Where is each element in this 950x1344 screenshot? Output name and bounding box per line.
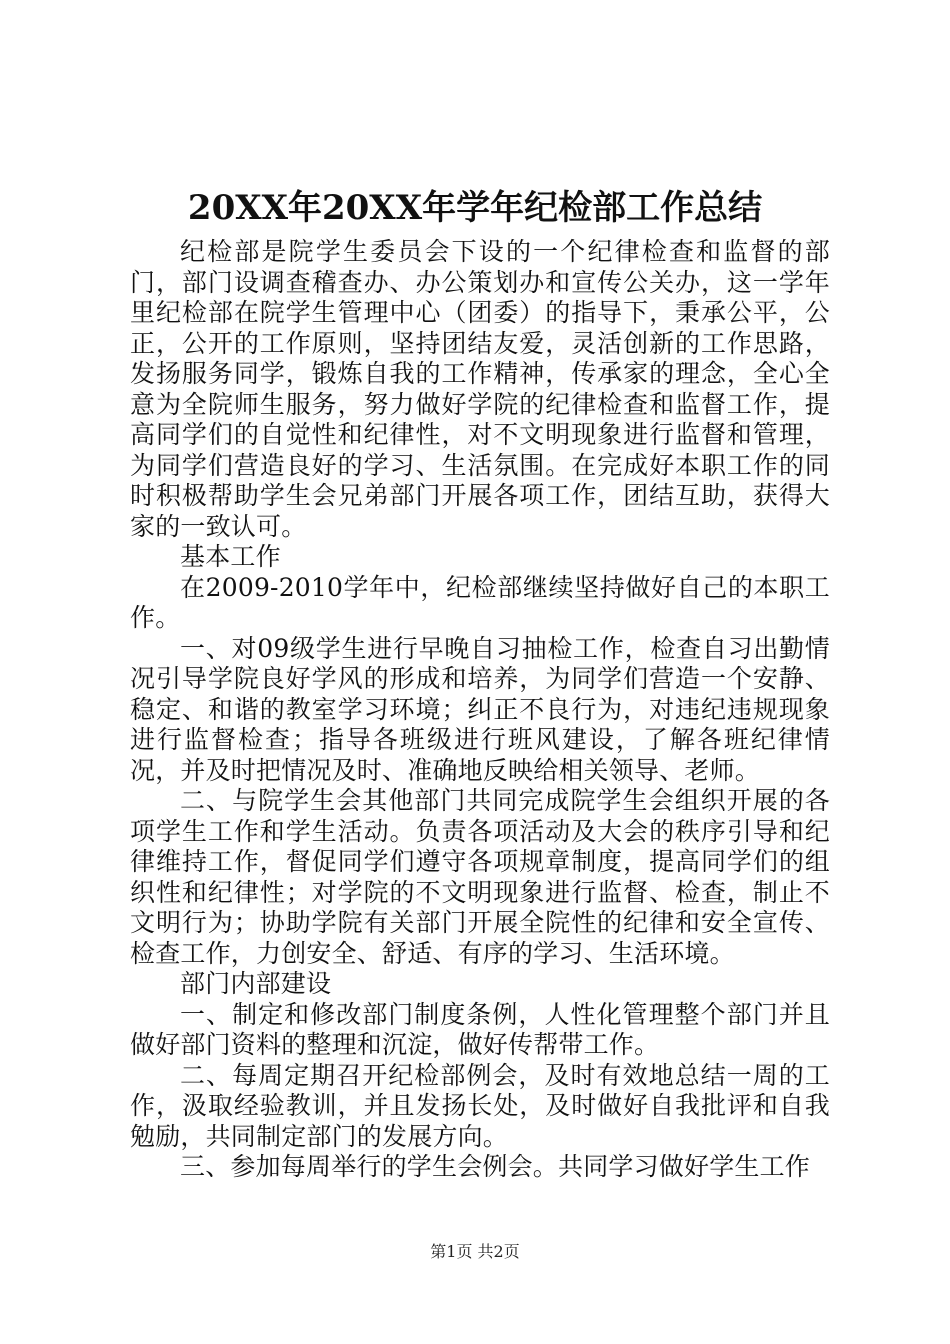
paragraph-basic-work-item-2: 二、与院学生会其他部门共同完成院学生会组织开展的各项学生工作和学生活动。负责各项活动及大会的秩序引导和纪律维持工作，督促同学们遵守各项规章制度，提高同学们的组织性和纪律性；对学院的不文明现象进行监督、检查，制止不文明行为；协助学院有关部门开展全院性的纪律和安全宣传、检查工作，力创安全、舒适、有序的学习、生活环境。 (130, 786, 830, 968)
paragraph-basic-work-intro: 在2009-2010学年中，纪检部继续坚持做好自己的本职工作。 (130, 572, 830, 632)
section-heading-internal-building: 部门内部建设 (180, 969, 332, 998)
page-number: 第1页 共2页 (430, 1242, 520, 1261)
paragraph-internal-item-1: 一、制定和修改部门制度条例，人性化管理整个部门并且做好部门资料的整理和沉淀，做好传帮带工作。 (130, 999, 830, 1059)
paragraph-internal-item-2: 二、每周定期召开纪检部例会，及时有效地总结一周的工作，汲取经验教训，并且发扬长处，及时做好自我批评和自我勉励，共同制定部门的发展方向。 (130, 1060, 830, 1151)
section-heading-basic-work: 基本工作 (180, 542, 281, 571)
paragraph-internal-item-3: 三、参加每周举行的学生会例会。共同学习做好学生工作 (180, 1152, 811, 1181)
paragraph-intro: 纪检部是院学生委员会下设的一个纪律检查和监督的部门，部门设调查稽查办、办公策划办和宣传公关办，这一学年里纪检部在院学生管理中心（团委）的指导下，秉承公平，公正，公开的工作原则，坚持团结友爱，灵活创新的工作思路，发扬服务同学，锻炼自我的工作精神，传承家的理念，全心全意为全院师生服务，努力做好学院的纪律检查和监督工作，提高同学们的自觉性和纪律性，对不文明现象进行监督和管理，为同学们营造良好的学习、生活氛围。在完成好本职工作的同时积极帮助学生会兄弟部门开展各项工作，团结互助，获得大家的一致认可。 (130, 237, 830, 541)
page-footer (0, 1242, 950, 1262)
document-title: 20XX年20XX年学年纪检部工作总结 (187, 188, 763, 228)
document-body (130, 237, 830, 1183)
paragraph-basic-work-item-1: 一、对09级学生进行早晚自习抽检工作，检查自习出勤情况引导学院良好学风的形成和培养，为同学们营造一个安静、稳定、和谐的教室学习环境；纠正不良行为，对违纪违规现象进行监督检查；指导各班级进行班风建设，了解各班纪律情况，并及时把情况及时、准确地反映给相关领导、老师。 (130, 633, 830, 785)
